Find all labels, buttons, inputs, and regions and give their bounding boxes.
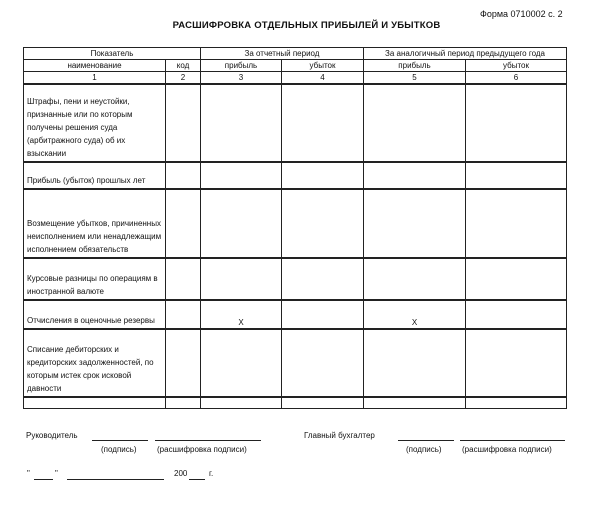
profit-previous-cell[interactable]	[364, 189, 466, 258]
profit-current-cell[interactable]	[201, 258, 282, 300]
row-label: Возмещение убытков, причиненных неисполнением или ненадлежащим исполнением обязательств	[24, 189, 166, 258]
column-number-row	[24, 72, 567, 85]
profit-previous-cell[interactable]	[364, 329, 466, 397]
code-cell[interactable]	[166, 162, 201, 189]
code-cell[interactable]	[166, 329, 201, 397]
loss-current-cell[interactable]	[282, 84, 364, 162]
empty-cell[interactable]	[466, 397, 567, 409]
profit-previous-cell[interactable]	[364, 84, 466, 162]
profit-current-cell[interactable]	[201, 329, 282, 397]
head-decoding-line[interactable]	[155, 440, 261, 441]
date-quote-open: "	[27, 469, 30, 478]
column-number: 2	[166, 72, 201, 85]
loss-current-cell[interactable]	[282, 258, 364, 300]
table-row	[24, 189, 567, 258]
loss-current-cell[interactable]	[282, 300, 364, 329]
table-row	[24, 84, 567, 162]
column-number: 4	[282, 72, 364, 85]
loss-current-header: убыток	[282, 60, 364, 72]
profit-current-cell[interactable]	[201, 189, 282, 258]
table-row	[24, 329, 567, 397]
name-column-header: наименование	[24, 60, 166, 72]
current-period-header: За отчетный период	[201, 48, 364, 60]
empty-cell[interactable]	[282, 397, 364, 409]
indicator-header: Показатель	[24, 48, 201, 60]
accountant-decoding-line[interactable]	[460, 440, 565, 441]
loss-previous-cell[interactable]	[466, 329, 567, 397]
date-month-line[interactable]	[67, 479, 164, 480]
profit-previous-cell[interactable]	[364, 258, 466, 300]
code-cell[interactable]	[166, 258, 201, 300]
accountant-decoding-caption: (расшифровка подписи)	[462, 445, 552, 454]
code-column-header: код	[166, 60, 201, 72]
empty-cell[interactable]	[166, 397, 201, 409]
page-title: РАСШИФРОВКА ОТДЕЛЬНЫХ ПРИБЫЛЕЙ И УБЫТКОВ	[172, 20, 441, 31]
accountant-signature-line[interactable]	[398, 440, 454, 441]
row-label: Отчисления в оценочные резервы	[24, 300, 166, 329]
loss-current-cell[interactable]	[282, 189, 364, 258]
empty-cell[interactable]	[364, 397, 466, 409]
loss-current-cell[interactable]	[282, 162, 364, 189]
profit-current-header: прибыль	[201, 60, 282, 72]
head-signature-caption: (подпись)	[101, 445, 137, 454]
date-day-line[interactable]	[34, 479, 53, 480]
loss-previous-cell[interactable]	[466, 258, 567, 300]
profit-current-cell[interactable]	[201, 162, 282, 189]
profit-current-cell[interactable]	[201, 84, 282, 162]
form-code: Форма 0710002 с. 2	[480, 9, 563, 19]
date-year-line[interactable]	[189, 479, 205, 480]
group-header-row	[24, 48, 567, 60]
empty-cell[interactable]	[24, 397, 166, 409]
accountant-signature-caption: (подпись)	[406, 445, 442, 454]
date-quote-close: "	[55, 469, 58, 478]
code-cell[interactable]	[166, 300, 201, 329]
column-number: 3	[201, 72, 282, 85]
loss-previous-cell[interactable]	[466, 189, 567, 258]
loss-previous-cell[interactable]	[466, 84, 567, 162]
row-label: Прибыль (убыток) прошлых лет	[24, 162, 166, 189]
date-year-prefix: 200	[174, 469, 188, 478]
table-row	[24, 300, 567, 329]
column-header-row	[24, 60, 567, 72]
table-row	[24, 162, 567, 189]
previous-period-header: За аналогичный период предыдущего года	[364, 48, 567, 60]
empty-cell[interactable]	[201, 397, 282, 409]
table-row	[24, 258, 567, 300]
code-cell[interactable]	[166, 84, 201, 162]
profit-previous-cell[interactable]: Х	[364, 300, 466, 329]
table-row-empty	[24, 397, 567, 409]
loss-previous-cell[interactable]	[466, 300, 567, 329]
column-number: 1	[24, 72, 166, 85]
row-label: Курсовые разницы по операциям в иностранной валюте	[24, 258, 166, 300]
accountant-label: Главный бухгалтер	[304, 431, 375, 440]
profit-previous-header: прибыль	[364, 60, 466, 72]
report-table	[23, 47, 567, 409]
loss-previous-cell[interactable]	[466, 162, 567, 189]
loss-current-cell[interactable]	[282, 329, 364, 397]
head-decoding-caption: (расшифровка подписи)	[157, 445, 247, 454]
column-number: 5	[364, 72, 466, 85]
row-label: Списание дебиторских и кредиторских задолженностей, по которым истек срок исковой давности	[24, 329, 166, 397]
date-year-suffix: г.	[209, 469, 214, 478]
profit-previous-cell[interactable]	[364, 162, 466, 189]
column-number: 6	[466, 72, 567, 85]
head-signature-line[interactable]	[92, 440, 148, 441]
code-cell[interactable]	[166, 189, 201, 258]
loss-previous-header: убыток	[466, 60, 567, 72]
row-label: Штрафы, пени и неустойки, признанные или по которым получены решения суда (арбитражного суда) об их взыскании	[24, 84, 166, 162]
head-label: Руководитель	[26, 431, 78, 440]
profit-current-cell[interactable]: Х	[201, 300, 282, 329]
